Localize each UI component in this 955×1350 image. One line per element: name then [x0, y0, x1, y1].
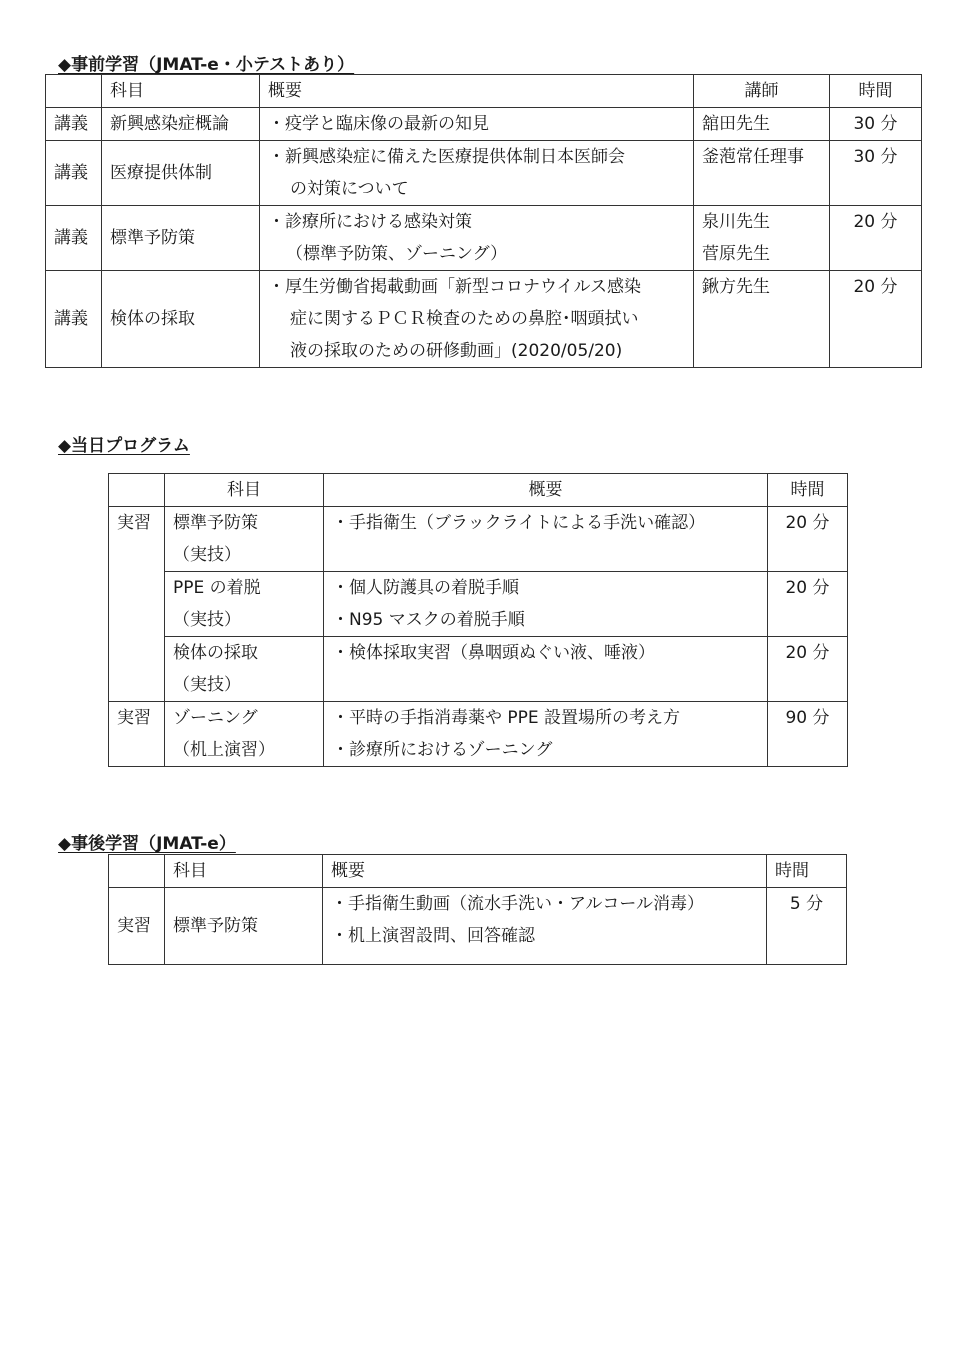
row-summary: ・検体採取実習（鼻咽頭ぬぐい液、唾液）: [324, 637, 768, 702]
row-type: 実習: [109, 888, 165, 965]
header-summary: 概要: [323, 855, 767, 888]
row-lecturer: 泉川先生 菅原先生: [694, 206, 830, 271]
table-row: [46, 108, 922, 141]
table-row: [109, 507, 848, 572]
header-time: 時間: [830, 75, 922, 108]
header-lecturer: 講師: [694, 75, 830, 108]
row-time: 20 分: [830, 271, 922, 368]
row-summary: ・個人防護具の着脱手順 ・N95 マスクの着脱手順: [324, 572, 768, 637]
post-study-title: ◆事後学習（JMAT-e）: [58, 834, 236, 854]
row-time: 90 分: [768, 702, 848, 767]
day-program-title: ◆当日プログラム: [58, 436, 190, 456]
row-subject: ゾーニング （机上演習）: [165, 702, 324, 767]
row-time: 20 分: [768, 572, 848, 637]
pre-study-title: ◆事前学習（JMAT-e・小テストあり）: [58, 55, 355, 75]
row-type: 講義: [46, 141, 102, 206]
row-time: 30 分: [830, 141, 922, 206]
table-row: [109, 572, 848, 637]
row-type: 実習: [109, 702, 165, 767]
header-time: 時間: [768, 474, 848, 507]
row-summary: ・手指衛生（ブラックライトによる手洗い確認）: [324, 507, 768, 572]
row-lecturer: 鍬方先生: [694, 271, 830, 368]
row-subject: 標準予防策: [102, 206, 260, 271]
post-study-table: [108, 854, 847, 965]
header-subject: 科目: [165, 474, 324, 507]
row-subject: 新興感染症概論: [102, 108, 260, 141]
row-type: 講義: [46, 206, 102, 271]
row-summary: ・疫学と臨床像の最新の知見: [260, 108, 694, 141]
row-type: 実習: [109, 507, 165, 702]
row-time: 20 分: [768, 637, 848, 702]
row-summary: ・手指衛生動画（流水手洗い・アルコール消毒） ・机上演習設問、回答確認: [323, 888, 767, 965]
row-lecturer: 釜萢常任理事: [694, 141, 830, 206]
table-header-row: [46, 75, 922, 108]
header-subject: 科目: [165, 855, 323, 888]
row-subject: 検体の採取 （実技）: [165, 637, 324, 702]
row-time: 20 分: [768, 507, 848, 572]
row-time: 5 分: [767, 888, 847, 965]
row-time: 20 分: [830, 206, 922, 271]
table-row: [109, 702, 848, 767]
row-summary: ・診療所における感染対策 （標準予防策、ゾーニング）: [260, 206, 694, 271]
table-row: [46, 206, 922, 271]
table-header-row: [109, 474, 848, 507]
row-subject: 標準予防策: [165, 888, 323, 965]
row-summary: ・厚生労働省掲載動画「新型コロナウイルス感染 症に関するＰＣＲ検査のための鼻腔･咽頭拭い 液の採取のための研修動画」(2020/05/20): [260, 271, 694, 368]
table-row: [46, 141, 922, 206]
row-subject: 標準予防策 （実技）: [165, 507, 324, 572]
table-header-row: [109, 855, 847, 888]
row-summary: ・新興感染症に備えた医療提供体制日本医師会 の対策について: [260, 141, 694, 206]
header-subject: 科目: [102, 75, 260, 108]
row-summary: ・平時の手指消毒薬や PPE 設置場所の考え方 ・診療所におけるゾーニング: [324, 702, 768, 767]
day-program-table: [108, 473, 848, 767]
row-subject: 検体の採取: [102, 271, 260, 368]
header-summary: 概要: [260, 75, 694, 108]
pre-study-table: [45, 74, 922, 368]
table-row: [109, 888, 847, 965]
table-row: [109, 637, 848, 702]
row-subject: PPE の着脱 （実技）: [165, 572, 324, 637]
row-type: 講義: [46, 108, 102, 141]
table-row: [46, 271, 922, 368]
row-subject: 医療提供体制: [102, 141, 260, 206]
row-time: 30 分: [830, 108, 922, 141]
row-lecturer: 舘田先生: [694, 108, 830, 141]
header-summary: 概要: [324, 474, 768, 507]
header-time: 時間: [767, 855, 847, 888]
row-type: 講義: [46, 271, 102, 368]
